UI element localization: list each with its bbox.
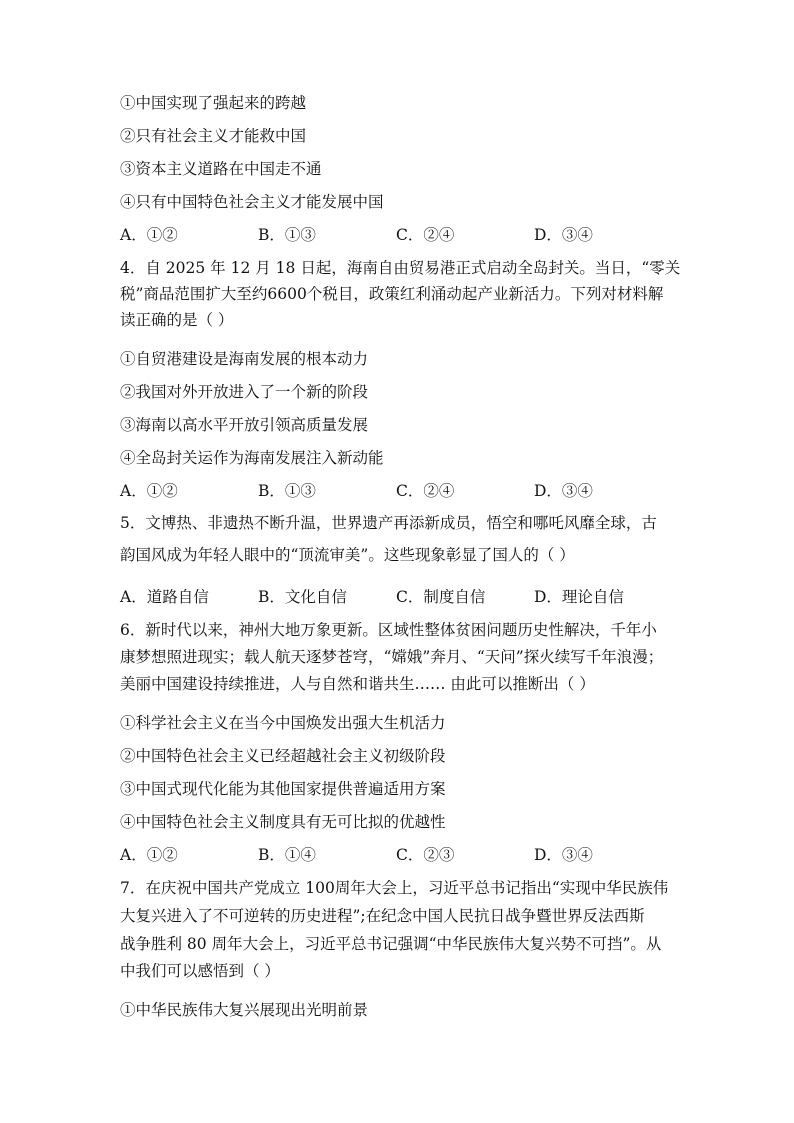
q4-option-b: B．①③: [258, 482, 316, 500]
q5-stem-line-2: 韵国风成为年轻人眼中的“顶流审美”。这些现象彰显了国人的（ ）: [120, 546, 575, 564]
q4-option-a: A．①②: [120, 482, 178, 500]
q3-options: [120, 228, 680, 248]
q6-item-1: ①科学社会主义在当今中国焕发出强大生机活力: [120, 714, 446, 732]
q6-option-a: A．①②: [120, 846, 178, 864]
q3-item-1: ①中国实现了强起来的跨越: [120, 94, 307, 112]
q6-option-d: D．③④: [534, 846, 593, 864]
q7-stem-line-1: 7．在庆祝中国共产党成立 100周年大会上，习近平总书记指出“实现中华民族伟: [120, 879, 669, 897]
q3-option-b: B．①③: [258, 226, 316, 244]
q7-stem-line-2: 大复兴进入了不可逆转的历史进程”;在纪念中国人民抗日战争暨世界反法西斯: [120, 907, 645, 925]
q6-option-c: C．②③: [396, 846, 455, 864]
q3-item-4: ④只有中国特色社会主义才能发展中国: [120, 193, 384, 211]
q7-stem-line-3: 战争胜利 80 周年大会上，习近平总书记强调“中华民族伟大复兴势不可挡”。从: [120, 935, 662, 953]
q6-item-2: ②中国特色社会主义已经超越社会主义初级阶段: [120, 747, 446, 765]
q3-option-d: D．③④: [534, 226, 593, 244]
q5-option-b: B．文化自信: [258, 588, 347, 606]
q7-item-1: ①中华民族伟大复兴展现出光明前景: [120, 1001, 369, 1019]
q5-stem-line-1: 5．文博热、非遗热不断升温，世界遗产再添新成员，悟空和哪吒风靡全球，古: [120, 514, 657, 532]
q4-option-d: D．③④: [534, 482, 593, 500]
q4-item-4: ④全岛封关运作为海南发展注入新动能: [120, 449, 384, 467]
q4-stem-line-3: 读正确的是（ ）: [120, 311, 234, 329]
q4-option-c: C．②④: [396, 482, 455, 500]
q6-item-4: ④中国特色社会主义制度具有无可比拟的优越性: [120, 813, 446, 831]
q6-stem-line-3: 美丽中国建设持续推进，人与自然和谐共生…… 由此可以推断出（ ）: [120, 675, 595, 693]
q4-stem-line-2: 税”商品范围扩大至约6600个税目，政策红利涌动起产业新活力。下列对材料解: [120, 285, 664, 303]
q7-stem-line-4: 中我们可以感悟到（ ）: [120, 962, 280, 980]
q4-item-3: ③海南以高水平开放引领高质量发展: [120, 416, 369, 434]
q3-item-2: ②只有社会主义才能救中国: [120, 127, 307, 145]
q4-stem-line-1: 4．自 2025 年 12 月 18 日起，海南自由贸易港正式启动全岛封关。当日，“零关: [120, 259, 681, 277]
q4-item-2: ②我国对外开放进入了一个新的阶段: [120, 383, 369, 401]
q3-item-3: ③资本主义道路在中国走不通: [120, 160, 322, 178]
q6-options: [120, 848, 680, 868]
q5-option-a: A．道路自信: [120, 588, 209, 606]
q6-stem-line-2: 康梦想照进现实；载人航天逐梦苍穹，“嫦娥”奔月、“天问”探火续写千年浪漫；: [120, 648, 664, 666]
q6-item-3: ③中国式现代化能为其他国家提供普遍适用方案: [120, 780, 446, 798]
q3-option-a: A．①②: [120, 226, 178, 244]
q3-option-c: C．②④: [396, 226, 455, 244]
q6-option-b: B．①④: [258, 846, 316, 864]
q6-stem-line-1: 6．新时代以来，神州大地万象更新。区域性整体贫困问题历史性解决，千年小: [120, 621, 657, 639]
q5-options: [120, 590, 680, 610]
q4-options: [120, 484, 680, 504]
q5-option-d: D．理论自信: [534, 588, 624, 606]
q4-item-1: ①自贸港建设是海南发展的根本动力: [120, 350, 369, 368]
q5-option-c: C．制度自信: [396, 588, 486, 606]
